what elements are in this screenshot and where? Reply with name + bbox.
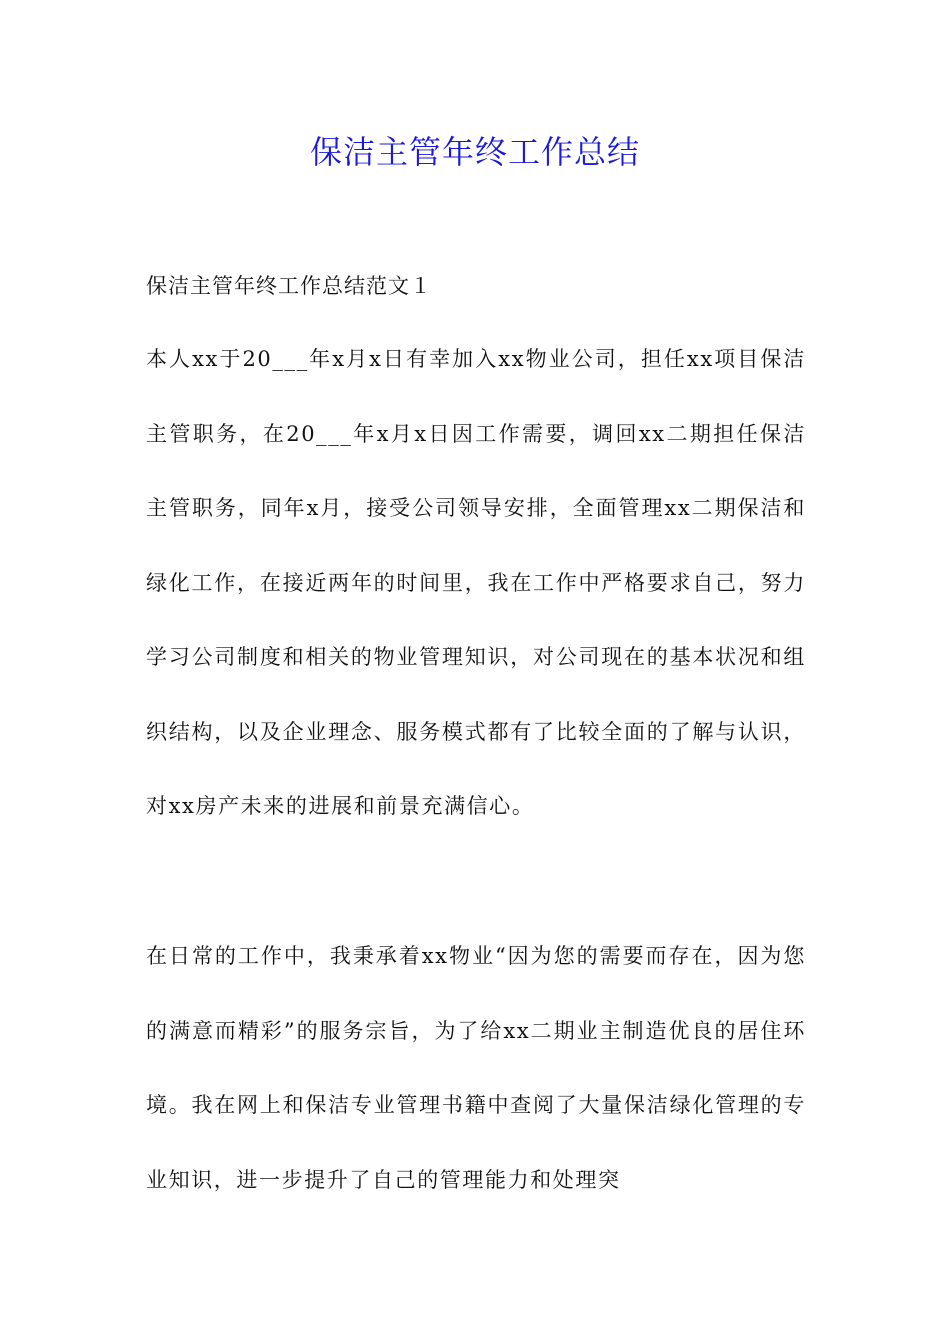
paragraph-2: 在日常的工作中，我秉承着xx物业“因为您的需要而存在，因为您的满意而精彩”的服务宗旨，为了给xx二期业主制造优良的居住环境。我在网上和保洁专业管理书籍中查阅了大量保洁绿化管理的专业知识，进一步提升了自己的管理能力和处理突	[146, 944, 806, 1192]
paragraph-1: 本人xx于20___年x月x日有幸加入xx物业公司，担任xx项目保洁主管职务，在20___年x月x日因工作需要，调回xx二期担任保洁主管职务，同年x月，接受公司领导安排，全面管理xx二期保洁和绿化工作，在接近两年的时间里，我在工作中严格要求自己，努力学习公司制度和相关的物业管理知识，对公司现在的基本状况和组织结构，以及企业理念、服务模式都有了比较全面的了解与认识，对xx房产未来的进展和前景充满信心。	[146, 347, 806, 818]
section-heading: 保洁主管年终工作总结范文１	[146, 274, 432, 298]
page-title: 保洁主管年终工作总结	[309, 133, 640, 171]
